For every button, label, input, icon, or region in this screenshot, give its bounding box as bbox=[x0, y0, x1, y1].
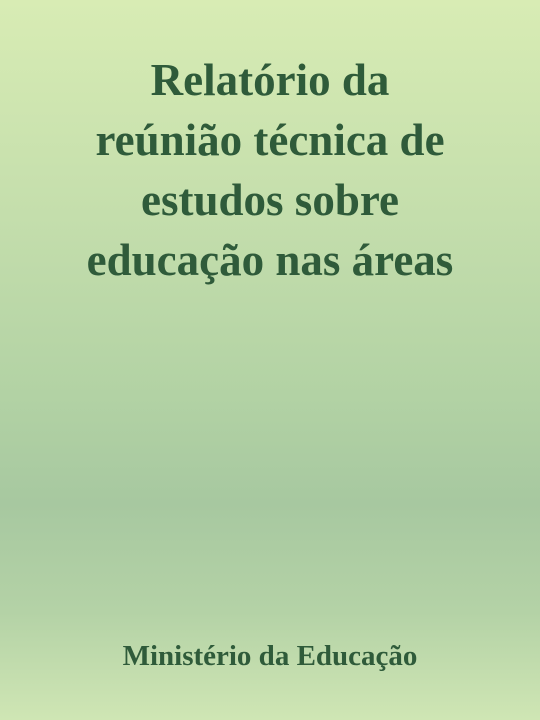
book-author: Ministério da Educação bbox=[122, 640, 418, 672]
title-line-3: estudos sobre bbox=[141, 175, 399, 225]
title-line-1: Relatório da bbox=[150, 55, 390, 105]
title-line-4: educação nas áreas bbox=[86, 235, 454, 285]
title-line-2: reúnião técnica de bbox=[95, 115, 445, 165]
book-title bbox=[20, 50, 520, 290]
